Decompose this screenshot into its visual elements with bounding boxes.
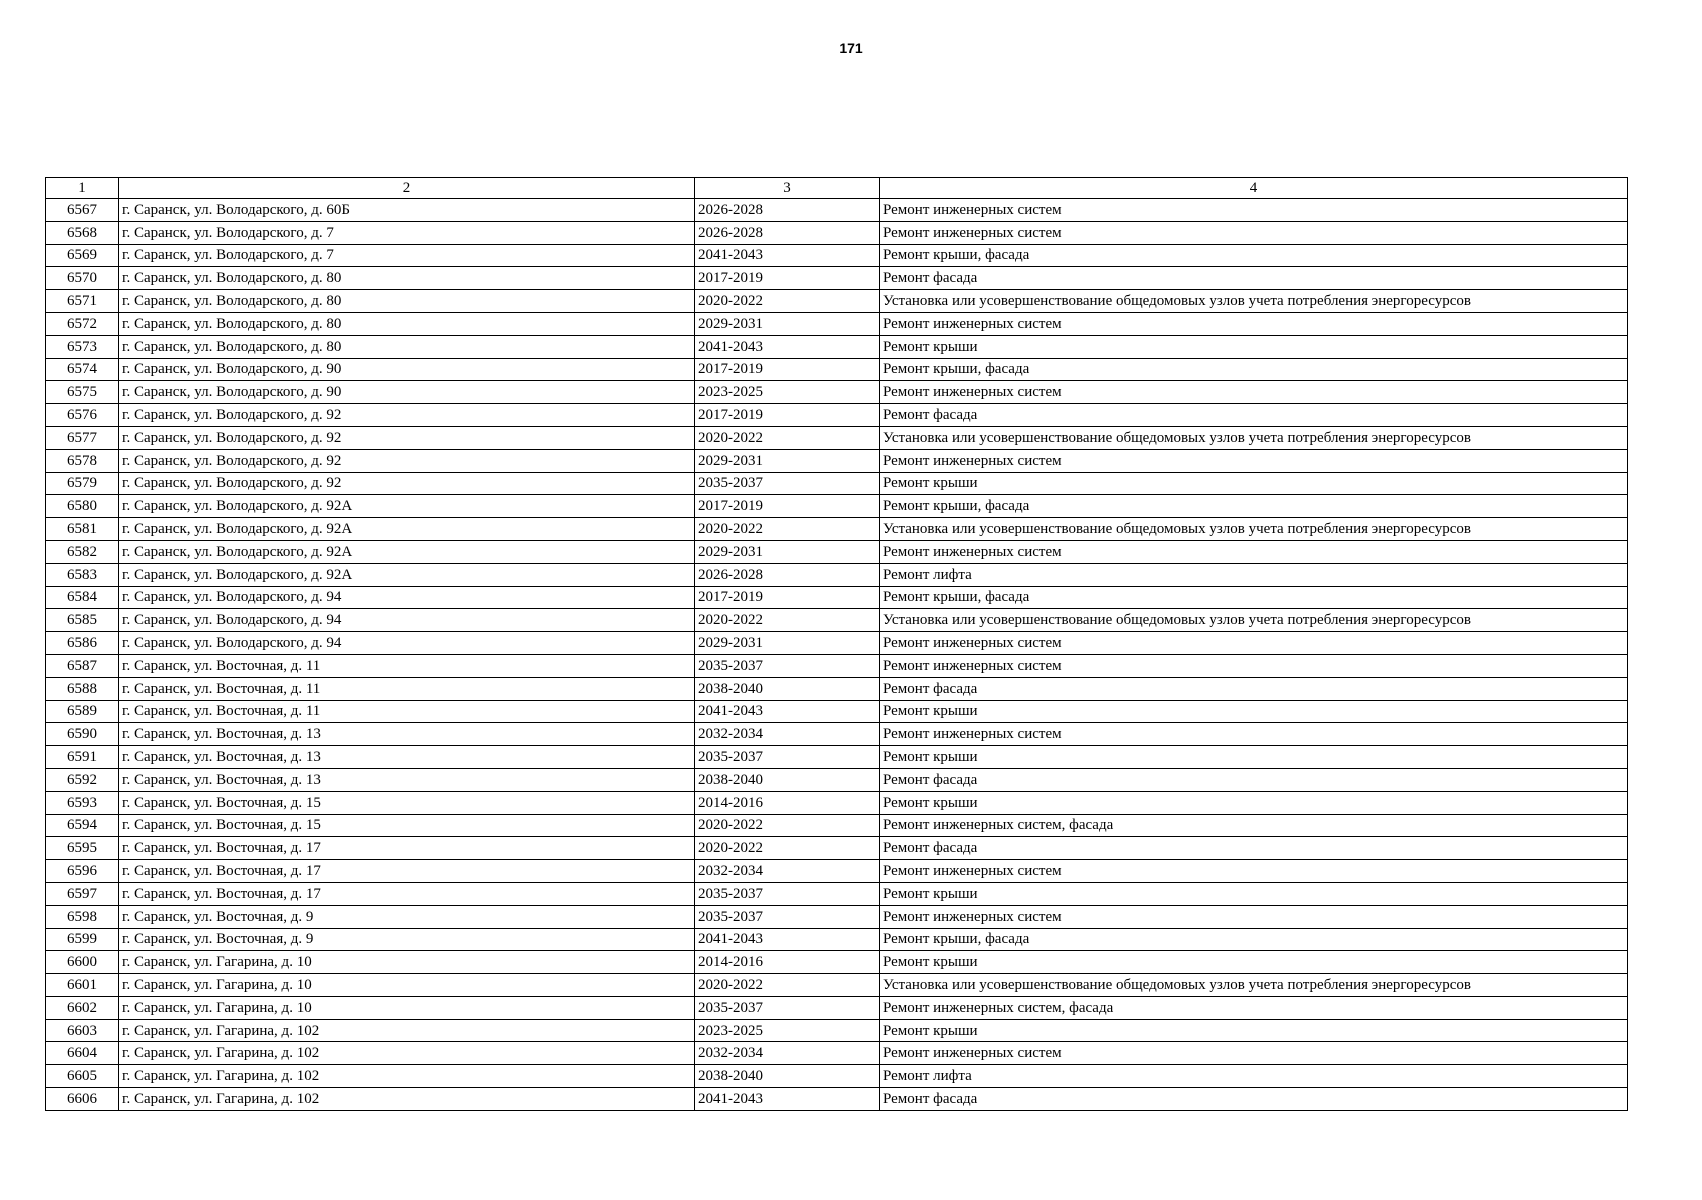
cell-row-number: 6581 <box>46 518 119 541</box>
cell-row-number: 6601 <box>46 974 119 997</box>
column-header-4: 4 <box>880 178 1628 199</box>
cell-address: г. Саранск, ул. Гагарина, д. 102 <box>119 1042 695 1065</box>
table-row <box>46 1019 1628 1042</box>
cell-row-number: 6568 <box>46 221 119 244</box>
cell-work-type: Ремонт лифта <box>880 563 1628 586</box>
cell-row-number: 6597 <box>46 882 119 905</box>
cell-work-type: Ремонт крыши, фасада <box>880 244 1628 267</box>
table-row <box>46 882 1628 905</box>
cell-period: 2038-2040 <box>695 768 880 791</box>
cell-period: 2026-2028 <box>695 199 880 222</box>
cell-period: 2041-2043 <box>695 1088 880 1111</box>
table-row <box>46 199 1628 222</box>
cell-work-type: Ремонт фасада <box>880 677 1628 700</box>
table-row <box>46 768 1628 791</box>
cell-work-type: Ремонт крыши, фасада <box>880 586 1628 609</box>
cell-work-type: Ремонт фасада <box>880 267 1628 290</box>
cell-address: г. Саранск, ул. Восточная, д. 9 <box>119 905 695 928</box>
table-row <box>46 905 1628 928</box>
cell-address: г. Саранск, ул. Гагарина, д. 102 <box>119 1019 695 1042</box>
table-row <box>46 335 1628 358</box>
table-row <box>46 860 1628 883</box>
cell-address: г. Саранск, ул. Володарского, д. 94 <box>119 609 695 632</box>
cell-row-number: 6578 <box>46 449 119 472</box>
table-row <box>46 974 1628 997</box>
cell-row-number: 6573 <box>46 335 119 358</box>
cell-work-type: Ремонт лифта <box>880 1065 1628 1088</box>
table-row <box>46 746 1628 769</box>
table-row <box>46 677 1628 700</box>
cell-work-type: Ремонт крыши, фасада <box>880 358 1628 381</box>
table-row <box>46 518 1628 541</box>
cell-row-number: 6589 <box>46 700 119 723</box>
table-row <box>46 358 1628 381</box>
cell-address: г. Саранск, ул. Восточная, д. 13 <box>119 768 695 791</box>
repair-schedule-table <box>45 177 1628 1111</box>
cell-work-type: Ремонт фасада <box>880 1088 1628 1111</box>
table-row <box>46 563 1628 586</box>
cell-period: 2020-2022 <box>695 290 880 313</box>
cell-period: 2020-2022 <box>695 426 880 449</box>
cell-work-type: Ремонт крыши <box>880 746 1628 769</box>
table-row <box>46 609 1628 632</box>
cell-address: г. Саранск, ул. Восточная, д. 13 <box>119 723 695 746</box>
cell-period: 2035-2037 <box>695 472 880 495</box>
cell-row-number: 6602 <box>46 996 119 1019</box>
cell-address: г. Саранск, ул. Гагарина, д. 102 <box>119 1088 695 1111</box>
cell-row-number: 6580 <box>46 495 119 518</box>
cell-address: г. Саранск, ул. Восточная, д. 17 <box>119 860 695 883</box>
cell-address: г. Саранск, ул. Володарского, д. 80 <box>119 290 695 313</box>
cell-work-type: Ремонт инженерных систем <box>880 654 1628 677</box>
cell-period: 2032-2034 <box>695 1042 880 1065</box>
table-row <box>46 837 1628 860</box>
cell-address: г. Саранск, ул. Володарского, д. 90 <box>119 381 695 404</box>
cell-row-number: 6571 <box>46 290 119 313</box>
cell-address: г. Саранск, ул. Володарского, д. 92А <box>119 540 695 563</box>
cell-row-number: 6596 <box>46 860 119 883</box>
cell-period: 2020-2022 <box>695 609 880 632</box>
cell-work-type: Установка или усовершенствование общедомовых узлов учета потребления энергоресурсов <box>880 974 1628 997</box>
cell-period: 2023-2025 <box>695 381 880 404</box>
cell-period: 2032-2034 <box>695 723 880 746</box>
cell-period: 2017-2019 <box>695 267 880 290</box>
cell-period: 2035-2037 <box>695 905 880 928</box>
cell-work-type: Установка или усовершенствование общедомовых узлов учета потребления энергоресурсов <box>880 609 1628 632</box>
cell-address: г. Саранск, ул. Володарского, д. 7 <box>119 221 695 244</box>
cell-period: 2029-2031 <box>695 449 880 472</box>
cell-period: 2038-2040 <box>695 1065 880 1088</box>
cell-work-type: Ремонт фасада <box>880 404 1628 427</box>
cell-address: г. Саранск, ул. Володарского, д. 7 <box>119 244 695 267</box>
cell-address: г. Саранск, ул. Володарского, д. 92А <box>119 518 695 541</box>
cell-row-number: 6606 <box>46 1088 119 1111</box>
table-row <box>46 996 1628 1019</box>
cell-address: г. Саранск, ул. Володарского, д. 80 <box>119 267 695 290</box>
cell-address: г. Саранск, ул. Восточная, д. 15 <box>119 814 695 837</box>
cell-address: г. Саранск, ул. Володарского, д. 92 <box>119 449 695 472</box>
cell-row-number: 6590 <box>46 723 119 746</box>
cell-period: 2029-2031 <box>695 632 880 655</box>
table-row <box>46 814 1628 837</box>
cell-row-number: 6583 <box>46 563 119 586</box>
cell-row-number: 6569 <box>46 244 119 267</box>
cell-address: г. Саранск, ул. Володарского, д. 94 <box>119 586 695 609</box>
cell-period: 2020-2022 <box>695 837 880 860</box>
cell-row-number: 6575 <box>46 381 119 404</box>
cell-row-number: 6599 <box>46 928 119 951</box>
cell-period: 2020-2022 <box>695 814 880 837</box>
cell-address: г. Саранск, ул. Гагарина, д. 102 <box>119 1065 695 1088</box>
cell-work-type: Ремонт инженерных систем <box>880 632 1628 655</box>
table-row <box>46 700 1628 723</box>
cell-work-type: Ремонт инженерных систем <box>880 381 1628 404</box>
cell-row-number: 6577 <box>46 426 119 449</box>
column-header-1: 1 <box>46 178 119 199</box>
cell-work-type: Ремонт инженерных систем <box>880 199 1628 222</box>
cell-work-type: Ремонт крыши <box>880 700 1628 723</box>
cell-work-type: Установка или усовершенствование общедомовых узлов учета потребления энергоресурсов <box>880 290 1628 313</box>
table-row <box>46 1042 1628 1065</box>
cell-period: 2038-2040 <box>695 677 880 700</box>
cell-work-type: Ремонт крыши <box>880 472 1628 495</box>
cell-address: г. Саранск, ул. Володарского, д. 92 <box>119 426 695 449</box>
table-row <box>46 404 1628 427</box>
cell-row-number: 6587 <box>46 654 119 677</box>
table-row <box>46 267 1628 290</box>
cell-period: 2035-2037 <box>695 746 880 769</box>
cell-row-number: 6570 <box>46 267 119 290</box>
page-number: 171 <box>839 40 863 56</box>
cell-work-type: Ремонт крыши <box>880 791 1628 814</box>
table-row <box>46 312 1628 335</box>
cell-row-number: 6604 <box>46 1042 119 1065</box>
cell-work-type: Установка или усовершенствование общедомовых узлов учета потребления энергоресурсов <box>880 426 1628 449</box>
cell-work-type: Ремонт инженерных систем <box>880 221 1628 244</box>
cell-period: 2035-2037 <box>695 882 880 905</box>
cell-work-type: Ремонт инженерных систем <box>880 312 1628 335</box>
table-row <box>46 426 1628 449</box>
table-row <box>46 472 1628 495</box>
cell-work-type: Ремонт инженерных систем <box>880 860 1628 883</box>
table-row <box>46 221 1628 244</box>
cell-period: 2020-2022 <box>695 974 880 997</box>
cell-row-number: 6588 <box>46 677 119 700</box>
cell-address: г. Саранск, ул. Восточная, д. 17 <box>119 882 695 905</box>
cell-period: 2035-2037 <box>695 654 880 677</box>
cell-address: г. Саранск, ул. Восточная, д. 13 <box>119 746 695 769</box>
cell-address: г. Саранск, ул. Восточная, д. 11 <box>119 677 695 700</box>
cell-work-type: Ремонт крыши <box>880 335 1628 358</box>
cell-work-type: Ремонт крыши <box>880 1019 1628 1042</box>
table-row <box>46 1088 1628 1111</box>
table-row <box>46 632 1628 655</box>
cell-period: 2020-2022 <box>695 518 880 541</box>
cell-address: г. Саранск, ул. Восточная, д. 15 <box>119 791 695 814</box>
cell-address: г. Саранск, ул. Гагарина, д. 10 <box>119 996 695 1019</box>
cell-period: 2017-2019 <box>695 404 880 427</box>
cell-period: 2026-2028 <box>695 563 880 586</box>
cell-row-number: 6593 <box>46 791 119 814</box>
column-header-2: 2 <box>119 178 695 199</box>
cell-address: г. Саранск, ул. Володарского, д. 92 <box>119 404 695 427</box>
cell-address: г. Саранск, ул. Володарского, д. 92А <box>119 563 695 586</box>
cell-row-number: 6603 <box>46 1019 119 1042</box>
cell-address: г. Саранск, ул. Володарского, д. 80 <box>119 335 695 358</box>
cell-work-type: Ремонт крыши <box>880 882 1628 905</box>
cell-period: 2035-2037 <box>695 996 880 1019</box>
cell-work-type: Установка или усовершенствование общедомовых узлов учета потребления энергоресурсов <box>880 518 1628 541</box>
cell-row-number: 6579 <box>46 472 119 495</box>
cell-row-number: 6576 <box>46 404 119 427</box>
cell-period: 2017-2019 <box>695 358 880 381</box>
cell-address: г. Саранск, ул. Володарского, д. 90 <box>119 358 695 381</box>
cell-address: г. Саранск, ул. Восточная, д. 11 <box>119 654 695 677</box>
cell-work-type: Ремонт инженерных систем <box>880 723 1628 746</box>
table-header-row <box>46 178 1628 199</box>
cell-work-type: Ремонт фасада <box>880 768 1628 791</box>
cell-row-number: 6584 <box>46 586 119 609</box>
cell-period: 2041-2043 <box>695 700 880 723</box>
cell-row-number: 6572 <box>46 312 119 335</box>
cell-period: 2026-2028 <box>695 221 880 244</box>
cell-work-type: Ремонт крыши <box>880 951 1628 974</box>
cell-period: 2029-2031 <box>695 540 880 563</box>
cell-period: 2014-2016 <box>695 791 880 814</box>
cell-row-number: 6594 <box>46 814 119 837</box>
table-row <box>46 791 1628 814</box>
cell-address: г. Саранск, ул. Гагарина, д. 10 <box>119 951 695 974</box>
table-row <box>46 290 1628 313</box>
cell-work-type: Ремонт инженерных систем, фасада <box>880 814 1628 837</box>
cell-row-number: 6567 <box>46 199 119 222</box>
cell-address: г. Саранск, ул. Восточная, д. 17 <box>119 837 695 860</box>
table-row <box>46 723 1628 746</box>
cell-row-number: 6591 <box>46 746 119 769</box>
column-header-3: 3 <box>695 178 880 199</box>
table-row <box>46 495 1628 518</box>
cell-work-type: Ремонт крыши, фасада <box>880 495 1628 518</box>
cell-row-number: 6574 <box>46 358 119 381</box>
cell-address: г. Саранск, ул. Володарского, д. 94 <box>119 632 695 655</box>
cell-address: г. Саранск, ул. Володарского, д. 92 <box>119 472 695 495</box>
cell-period: 2017-2019 <box>695 495 880 518</box>
cell-row-number: 6595 <box>46 837 119 860</box>
table-row <box>46 654 1628 677</box>
cell-address: г. Саранск, ул. Володарского, д. 60Б <box>119 199 695 222</box>
cell-work-type: Ремонт крыши, фасада <box>880 928 1628 951</box>
cell-address: г. Саранск, ул. Восточная, д. 11 <box>119 700 695 723</box>
cell-work-type: Ремонт инженерных систем <box>880 540 1628 563</box>
cell-work-type: Ремонт инженерных систем <box>880 449 1628 472</box>
cell-row-number: 6605 <box>46 1065 119 1088</box>
cell-work-type: Ремонт инженерных систем, фасада <box>880 996 1628 1019</box>
cell-row-number: 6585 <box>46 609 119 632</box>
cell-period: 2029-2031 <box>695 312 880 335</box>
table-row <box>46 951 1628 974</box>
cell-row-number: 6598 <box>46 905 119 928</box>
cell-work-type: Ремонт инженерных систем <box>880 1042 1628 1065</box>
cell-period: 2032-2034 <box>695 860 880 883</box>
table-row <box>46 928 1628 951</box>
cell-period: 2017-2019 <box>695 586 880 609</box>
cell-period: 2023-2025 <box>695 1019 880 1042</box>
cell-address: г. Саранск, ул. Гагарина, д. 10 <box>119 974 695 997</box>
cell-period: 2041-2043 <box>695 928 880 951</box>
cell-work-type: Ремонт фасада <box>880 837 1628 860</box>
cell-row-number: 6582 <box>46 540 119 563</box>
table-row <box>46 381 1628 404</box>
cell-address: г. Саранск, ул. Восточная, д. 9 <box>119 928 695 951</box>
cell-row-number: 6586 <box>46 632 119 655</box>
table-row <box>46 244 1628 267</box>
cell-period: 2041-2043 <box>695 335 880 358</box>
cell-row-number: 6592 <box>46 768 119 791</box>
cell-period: 2014-2016 <box>695 951 880 974</box>
table-row <box>46 586 1628 609</box>
table-row <box>46 540 1628 563</box>
cell-row-number: 6600 <box>46 951 119 974</box>
cell-address: г. Саранск, ул. Володарского, д. 92А <box>119 495 695 518</box>
cell-address: г. Саранск, ул. Володарского, д. 80 <box>119 312 695 335</box>
cell-period: 2041-2043 <box>695 244 880 267</box>
table-row <box>46 1065 1628 1088</box>
table-row <box>46 449 1628 472</box>
cell-work-type: Ремонт инженерных систем <box>880 905 1628 928</box>
